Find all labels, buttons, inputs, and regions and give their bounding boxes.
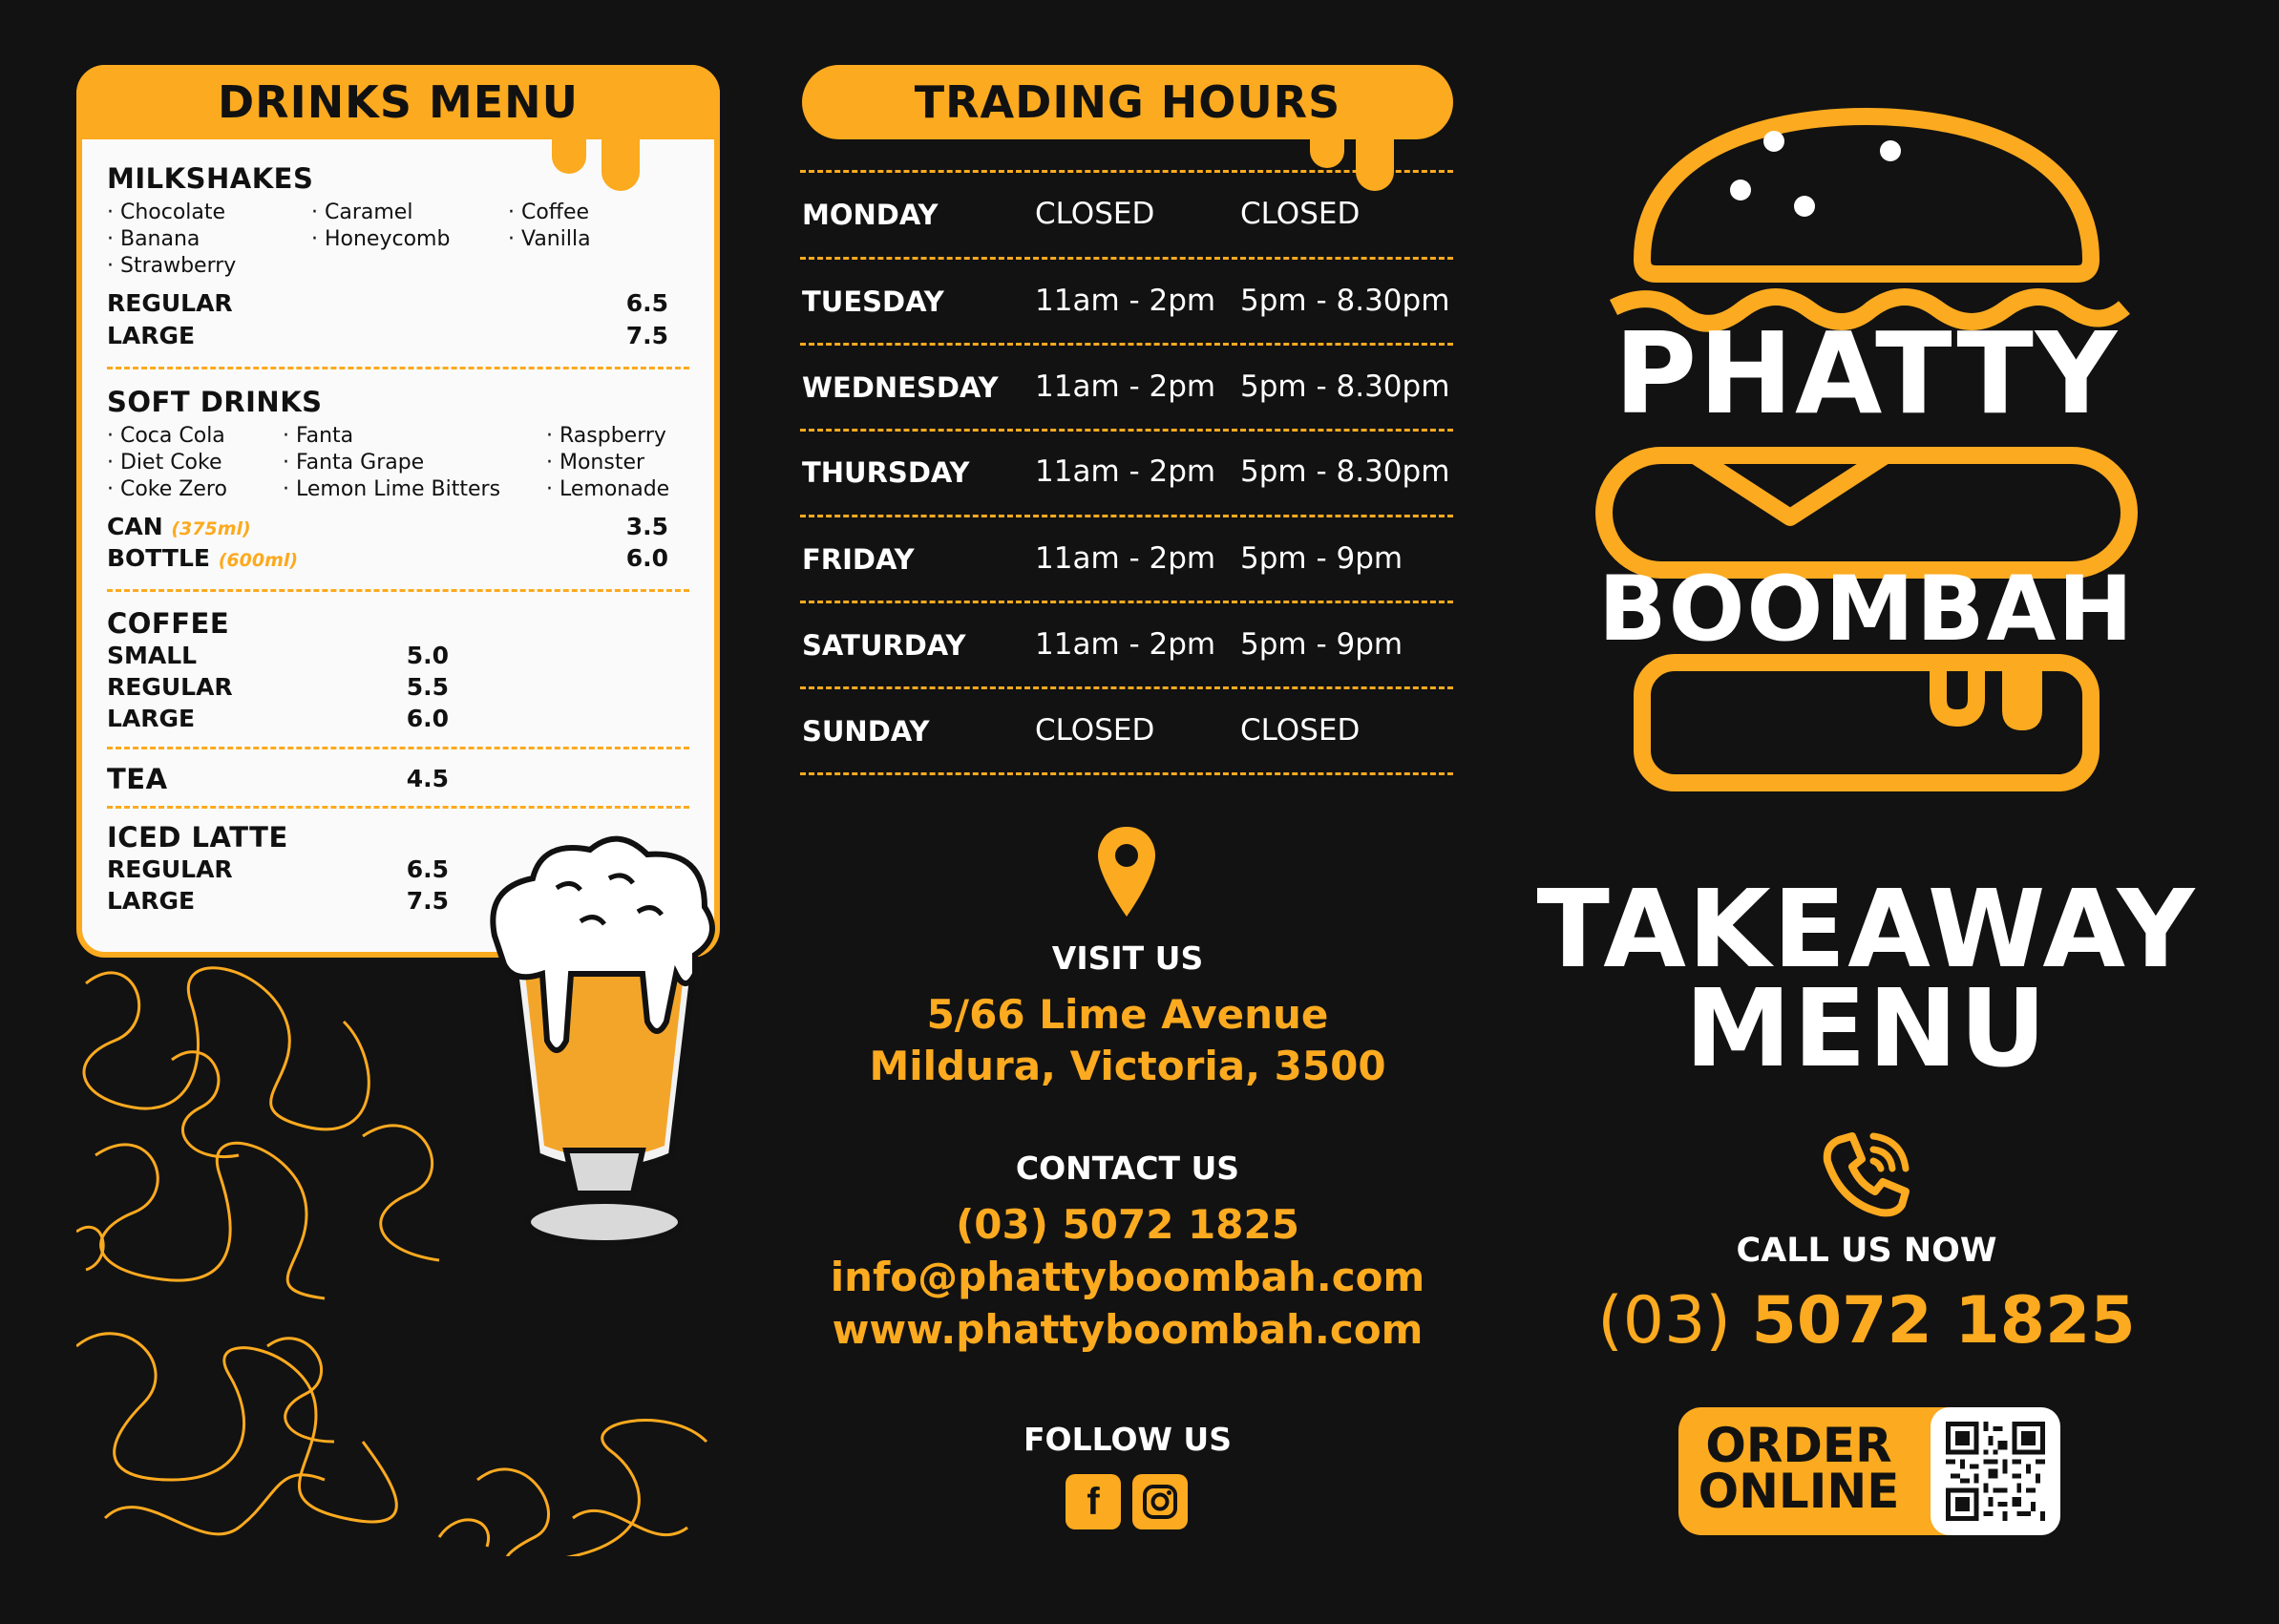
- divider: [800, 686, 1453, 689]
- divider: [800, 257, 1453, 260]
- iced-latte-heading: ICED LATTE: [107, 821, 288, 854]
- phone-number[interactable]: [1528, 1283, 2205, 1359]
- banner-drip: [552, 134, 586, 174]
- address-line-2: Mildura, Victoria, 3500: [869, 1043, 1386, 1089]
- phone-icon: [1820, 1127, 1913, 1220]
- bottle-volume: (600ml): [218, 550, 299, 571]
- banner-drip: [1356, 124, 1394, 191]
- map-pin-icon: [1094, 823, 1159, 922]
- divider: [800, 343, 1453, 346]
- visit-us-title: VISIT US: [1051, 939, 1204, 977]
- price: 4.5: [406, 765, 449, 792]
- menu-item: · Fanta Grape: [283, 451, 425, 475]
- menu-item: · Lemonade: [546, 477, 670, 501]
- call-us-label: CALL US NOW: [1736, 1232, 1997, 1270]
- menu-item: · Caramel: [311, 200, 413, 224]
- qr-code-pattern: [1946, 1422, 2045, 1521]
- price: 6.0: [625, 544, 668, 572]
- brand-name-line-1: PHATTY: [1614, 307, 2120, 439]
- menu-item: · Honeycomb: [311, 227, 451, 251]
- facebook-icon[interactable]: f: [1066, 1474, 1121, 1529]
- size-label: REGULAR: [107, 855, 233, 883]
- day-label: TUESDAY: [802, 285, 944, 318]
- size-label: REGULAR: [107, 289, 233, 317]
- day-label: WEDNESDAY: [802, 371, 999, 404]
- size-label: LARGE: [107, 322, 196, 349]
- divider: [107, 806, 689, 809]
- milkshakes-heading: MILKSHAKES: [107, 162, 314, 195]
- menu-item: · Vanilla: [508, 227, 591, 251]
- title-line-2: MENU: [1684, 967, 2049, 1091]
- follow-us-title: FOLLOW US: [1023, 1421, 1232, 1458]
- lunch-hours: 11am - 2pm: [1035, 369, 1216, 404]
- size-label: LARGE: [107, 887, 196, 915]
- contact-phone-link[interactable]: (03) 5072 1825: [956, 1201, 1299, 1248]
- can-label: CAN: [107, 513, 163, 540]
- menu-item: · Banana: [107, 227, 200, 251]
- divider: [800, 170, 1453, 173]
- size-label: LARGE: [107, 705, 196, 732]
- price: 7.5: [625, 322, 668, 349]
- order-line-2: ONLINE: [1698, 1464, 1900, 1519]
- dinner-hours: 5pm - 8.30pm: [1240, 369, 1450, 404]
- can-volume: (375ml): [171, 518, 251, 539]
- instagram-glyph: [1141, 1483, 1179, 1521]
- divider: [800, 601, 1453, 603]
- lunch-hours: 11am - 2pm: [1035, 541, 1216, 576]
- soft-drinks-heading: SOFT DRINKS: [107, 386, 323, 418]
- order-line-1: ORDER: [1705, 1418, 1892, 1473]
- lunch-hours: 11am - 2pm: [1035, 284, 1216, 318]
- menu-item: · Fanta: [283, 424, 354, 448]
- order-online-label[interactable]: [1684, 1418, 1913, 1519]
- divider: [800, 772, 1453, 775]
- price: 7.5: [406, 887, 449, 915]
- day-label: FRIDAY: [802, 543, 915, 576]
- divider: [107, 747, 689, 749]
- drinks-menu-title: DRINKS MENU: [217, 76, 580, 128]
- menu-item: · Lemon Lime Bitters: [283, 477, 501, 501]
- contact-us-title: CONTACT US: [1015, 1149, 1240, 1187]
- menu-item: · Coca Cola: [107, 424, 225, 448]
- brand-name-line-2: BOOMBAH: [1597, 558, 2136, 662]
- divider: [107, 367, 689, 369]
- contact-email-link[interactable]: info@phattyboombah.com: [830, 1254, 1425, 1300]
- lunch-hours: CLOSED: [1035, 197, 1155, 231]
- address-line-1: 5/66 Lime Avenue: [926, 991, 1329, 1038]
- lunch-hours: 11am - 2pm: [1035, 627, 1216, 662]
- price: 5.5: [406, 673, 449, 701]
- phone-area-code: (03): [1597, 1283, 1731, 1359]
- banner-drip: [1310, 124, 1344, 168]
- page-title: [1528, 868, 2205, 1091]
- dinner-hours: 5pm - 9pm: [1240, 541, 1403, 576]
- menu-item: · Coke Zero: [107, 477, 227, 501]
- bottle-label: BOTTLE: [107, 544, 210, 572]
- banner-drip: [601, 134, 640, 191]
- milkshake-glass-illustration: [475, 831, 733, 1270]
- website-link[interactable]: www.phattyboombah.com: [832, 1306, 1424, 1353]
- divider: [800, 515, 1453, 517]
- day-label: THURSDAY: [802, 456, 970, 489]
- dinner-hours: 5pm - 9pm: [1240, 627, 1403, 662]
- size-label: [107, 544, 298, 572]
- instagram-icon[interactable]: [1132, 1474, 1188, 1529]
- menu-item: · Diet Coke: [107, 451, 222, 475]
- lunch-hours: 11am - 2pm: [1035, 454, 1216, 489]
- coffee-heading: COFFEE: [107, 607, 230, 640]
- size-label: REGULAR: [107, 673, 233, 701]
- size-label: [107, 513, 251, 540]
- tea-heading: TEA: [107, 763, 168, 795]
- phone-digits: 5072 1825: [1751, 1283, 2136, 1359]
- dinner-hours: CLOSED: [1240, 713, 1361, 748]
- title-line-1: TAKEAWAY: [1536, 868, 2197, 992]
- menu-item: · Strawberry: [107, 254, 237, 278]
- day-label: MONDAY: [802, 199, 939, 231]
- dinner-hours: CLOSED: [1240, 197, 1361, 231]
- day-label: SUNDAY: [802, 715, 930, 748]
- burger-logo-icon: [1585, 107, 2148, 794]
- day-label: SATURDAY: [802, 629, 966, 662]
- dinner-hours: 5pm - 8.30pm: [1240, 284, 1450, 318]
- price: 6.5: [625, 289, 668, 317]
- price: 6.0: [406, 705, 449, 732]
- divider: [800, 429, 1453, 432]
- menu-item: · Raspberry: [546, 424, 666, 448]
- trading-hours-title: TRADING HOURS: [914, 76, 1341, 128]
- menu-item: · Chocolate: [107, 200, 226, 224]
- menu-item: · Coffee: [508, 200, 590, 224]
- menu-item: · Monster: [546, 451, 645, 475]
- dinner-hours: 5pm - 8.30pm: [1240, 454, 1450, 489]
- price: 6.5: [406, 855, 449, 883]
- qr-code-icon[interactable]: [1931, 1407, 2060, 1535]
- divider: [107, 589, 689, 592]
- lunch-hours: CLOSED: [1035, 713, 1155, 748]
- price: 5.0: [406, 642, 449, 669]
- price: 3.5: [625, 513, 668, 540]
- size-label: SMALL: [107, 642, 198, 669]
